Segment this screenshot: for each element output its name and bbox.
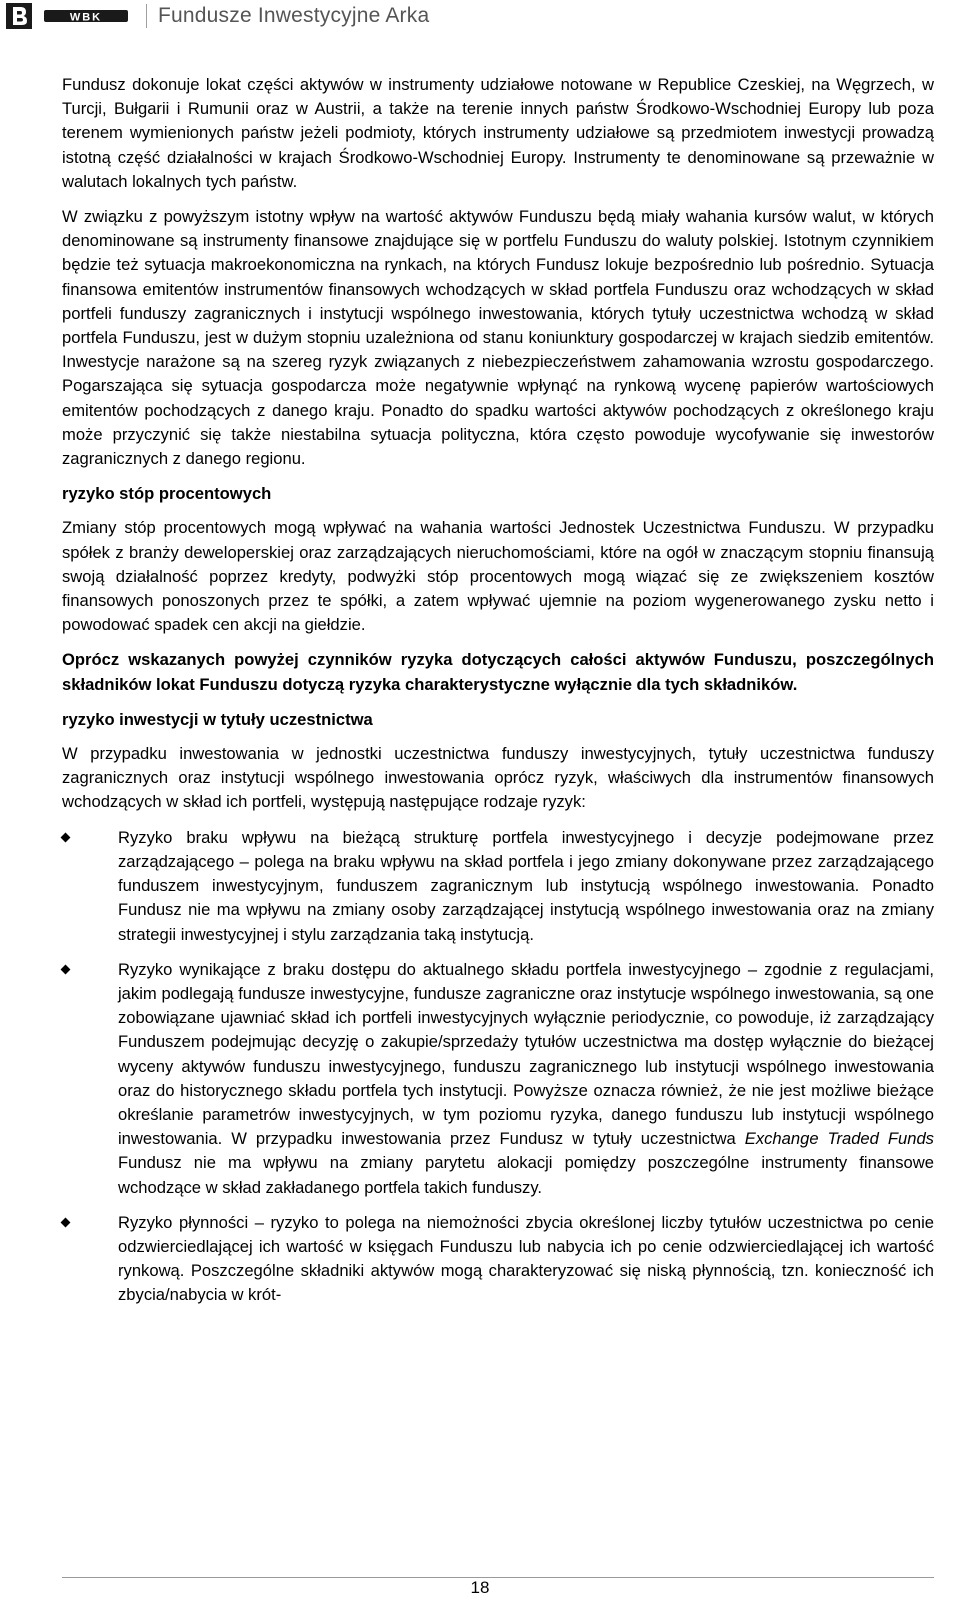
paragraph-5: W przypadku inwestowania w jednostki uczestnictwa funduszy inwestycyjnych, tytuły uczestnictwa funduszy zagranicznych oraz instytucji wspólnego inwestowania oprócz ryzyk, właściwych dla instrumentów finansowych wchodzących w skład ich portfeli, występują następujące rodzaje ryzyk:: [62, 744, 934, 812]
list-item-text-cont: Fundusz nie ma wpływu na zmiany parytetu alokacji pomiędzy poszczególne instrumenty finansowe wchodzące w skład zakładanego portfela takich funduszy.: [118, 1153, 934, 1197]
list-item-text: Ryzyko płynności – ryzyko to polega na niemożności zbycia określonej liczby tytułów uczestnictwa po cenie odzwierciedlającej ich wartość w księgach Funduszu lub nabycia ich po cenie odzwierciedlającej ich wartość rynkową. Poszczególne składniki aktywów mogą charakteryzować się niską płynnością, tzn. konieczność ich zbycia/nabycia w krót-: [118, 1212, 934, 1305]
document-body: [62, 73, 934, 1319]
list-item-text: Ryzyko wynikające z braku dostępu do aktualnego składu portfela inwestycyjnego – zgodnie z regulacjami, jakim podlegają fundusze inwestycyjne, fundusze zagraniczne oraz instytucje wspólnego inwestowania, są one zobowiązane ujawniać skład ich portfeli inwestycyjnych wyłącznie periodycznie, co powoduje, iż zarządzający Funduszem podejmując decyzję o zakupie/sprzedaży tytułów uczestnictwa ma dostęp wyłącznie do bieżącej wyceny aktywów funduszu inwestycyjnego, funduszu zagranicznego lub instytucji wspólnego inwestowania oraz do historycznego składu portfela tych instytucji. Powyższe oznacza również, że nie jest możliwe bieżące określanie parametrów inwestycyjnych, w tym poziomu ryzyka, danego funduszu lub instytucji wspólnego inwestowania. W przypadku inwestowania przez Fundusz w tytuły uczestnictwa: [118, 959, 934, 1149]
list-item-emphasis: Exchange Traded Funds: [744, 1129, 934, 1149]
bzwbk-b-logo-icon: [6, 3, 32, 29]
diamond-bullet-icon: [61, 964, 71, 974]
list-item: [62, 958, 934, 1200]
page-header: [0, 0, 960, 34]
list-item: [62, 1211, 934, 1308]
paragraph-1: Fundusz dokonuje lokat części aktywów w instrumenty udziałowe notowane w Republice Czeskiej, na Węgrzech, w Turcji, Bułgarii i Rumunii oraz w Austrii, a także na terenie innych państw Środkowo-Wschodniej Europy lub poza terenem wymienionych państw jeżeli podmioty, których instrumenty udziałowe są przedmiotem inwestycji prowadzą istotną część działalności w krajach Środkowo-Wschodniej Europy. Instrumenty te denominowane są przeważnie w walutach lokalnych tych państw.: [62, 75, 934, 191]
header-title: Fundusze Inwestycyjne Arka: [158, 4, 430, 27]
wbk-logo: [44, 8, 128, 24]
list-item: [62, 826, 934, 947]
logo-wbk-text: WBK: [69, 11, 103, 24]
paragraph-bold-notice: Oprócz wskazanych powyżej czynników ryzyka dotyczących całości aktywów Funduszu, poszczególnych składników lokat Funduszu dotyczą ryzyka charakterystyczne wyłącznie dla tych składników.: [62, 650, 934, 694]
diamond-bullet-icon: [61, 832, 71, 842]
paragraph-3: Zmiany stóp procentowych mogą wpływać na wahania wartości Jednostek Uczestnictwa Funduszu. W przypadku spółek z branży deweloperskiej oraz zarządzających nieruchomościami, które na ogół w znaczącym stopniu finansują swoją działalność poprzez kredyty, podwyżki stóp procentowych mogą wiązać się ze zwiększeniem kosztów finansowych ponoszonych przez te spółki, a zatem wpływać ujemnie na poziom wygenerowanego zysku netto i powodować spadek cen akcji na giełdzie.: [62, 518, 934, 635]
risk-list: [62, 826, 934, 1308]
heading-interest-rate-risk: ryzyko stóp procentowych: [62, 484, 272, 504]
heading-participation-titles-risk: ryzyko inwestycji w tytuły uczestnictwa: [62, 709, 373, 729]
header-divider: [146, 4, 147, 28]
page-number: 18: [470, 1578, 490, 1597]
list-item-text: Ryzyko braku wpływu na bieżącą strukturę portfela inwestycyjnego i decyzje podejmowane przez zarządzającego – polega na braku wpływu na skład portfela i jego zmiany dokonywane przez zarządzającego funduszem inwestycyjnym, funduszem zagranicznym lub instytucją wspólnego inwestowania. Ponadto Fundusz nie ma wpływu na zmiany osoby zarządzającej instytucją wspólnego inwestowania oraz na zmiany strategii inwestycyjnej i stylu zarządzania taką instytucją.: [118, 827, 934, 944]
paragraph-2: W związku z powyższym istotny wpływ na wartość aktywów Funduszu będą miały wahania kursów walut, w których denominowane są instrumenty finansowe znajdujące się w portfelu Funduszu do waluty polskiej. Istotnym czynnikiem będzie też sytuacja makroekonomiczna na rynkach, na których Fundusz lokuje bezpośrednio lub pośrednio. Sytuacja finansowa emitentów instrumentów finansowych wchodzących w skład portfela Funduszu oraz wchodzących w skład portfeli funduszy zagranicznych i instytucji wspólnego inwestowania, których tytuły uczestnictwa wchodzą w skład portfela Funduszu, jest w dużym stopniu uzależniona od stanu koniunktury gospodarczej w krajach siedzib emitentów. Inwestycje narażone są na szereg ryzyk związanych z niebezpieczeństwem zahamowania wzrostu gospodarczego. Pogarszająca się sytuacja gospodarcza może negatywnie wpłynąć na rynkową wycenę papierów wartościowych emitentów pochodzących z danego kraju. Ponadto do spadku wartości aktywów pochodzących z określonego kraju może przyczynić się także niestabilna sytuacja polityczna, która często powoduje wycofywanie się inwestorów zagranicznych z danego regionu.: [62, 207, 934, 469]
diamond-bullet-icon: [61, 1217, 71, 1227]
